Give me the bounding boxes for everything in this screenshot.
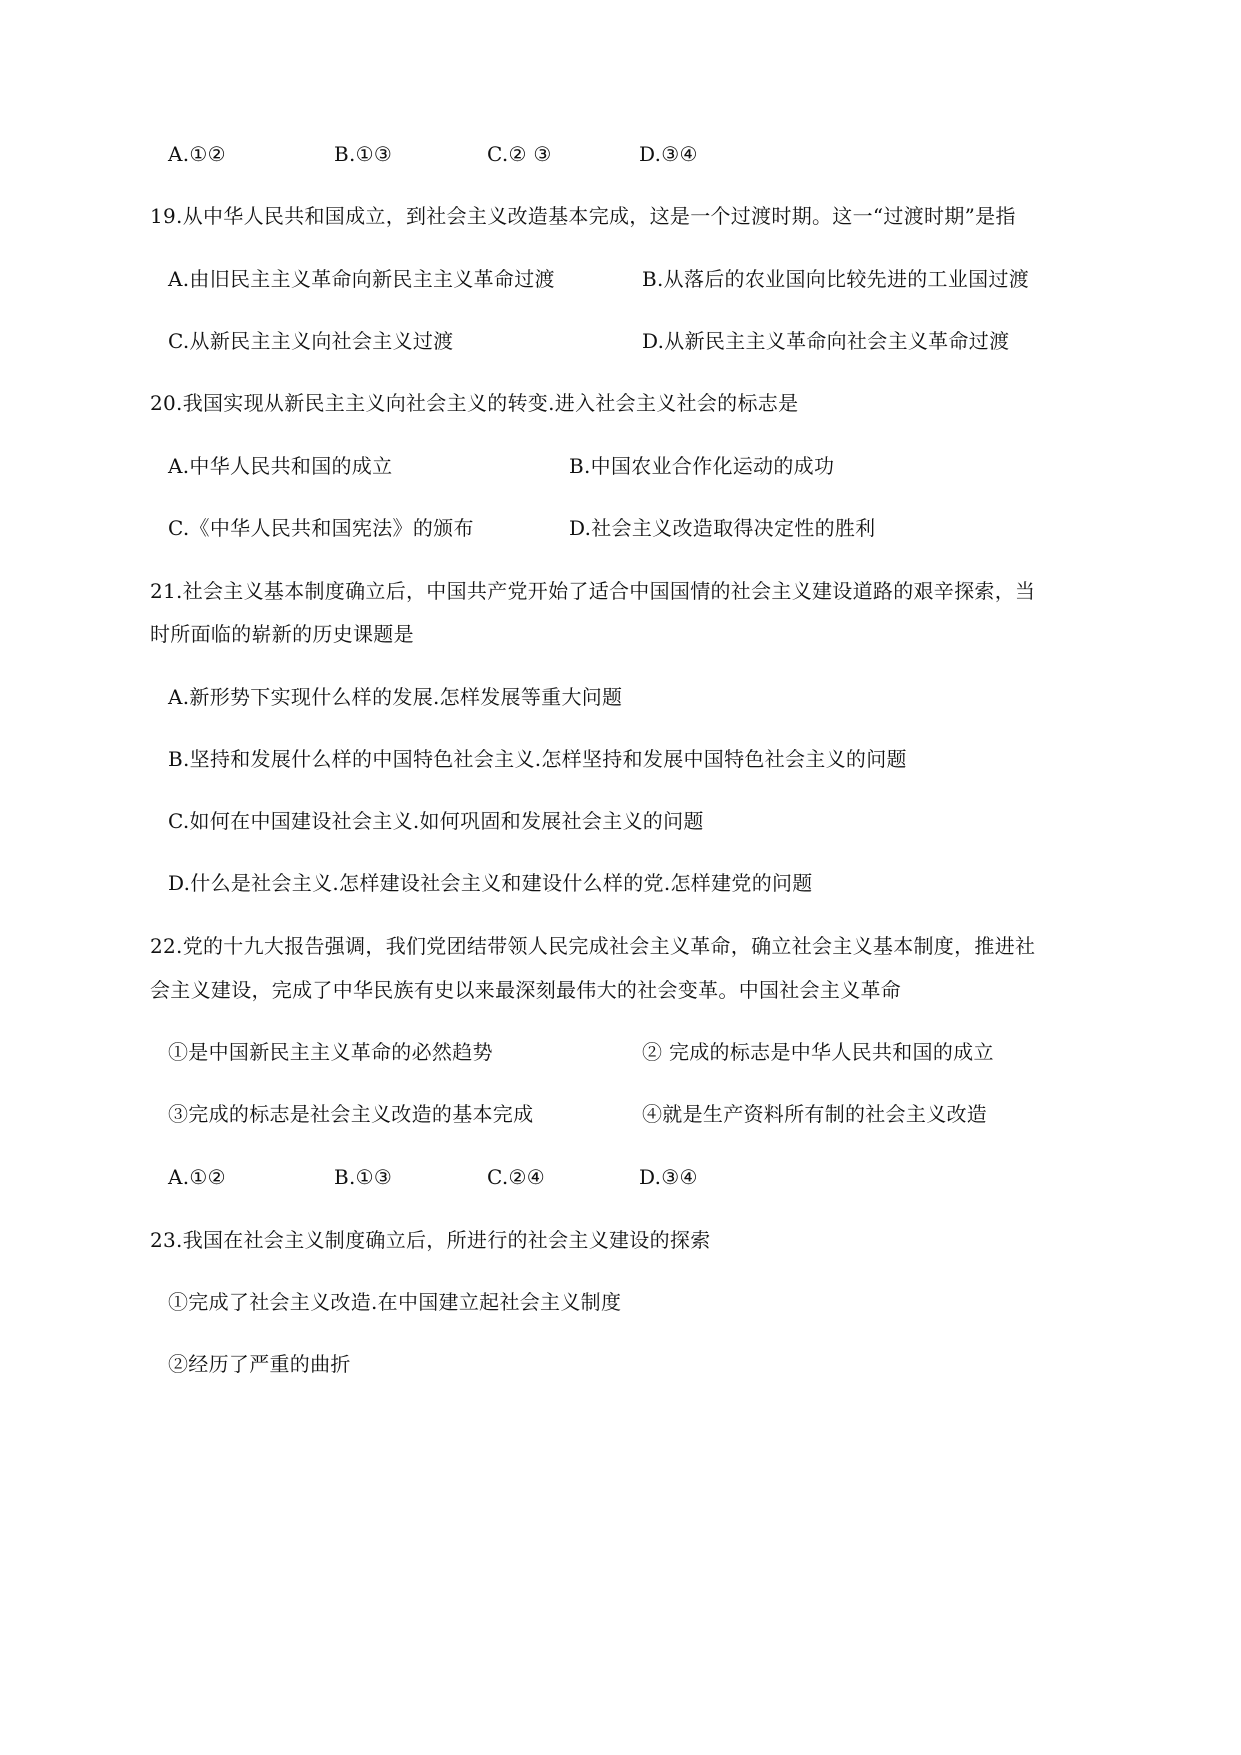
q18-choice-a: A.①② — [168, 142, 226, 166]
q19-option-a: A.由旧民主主义革命向新民主主义革命过渡 — [168, 267, 555, 291]
q21-stem-line2: 时所面临的崭新的历史课题是 — [150, 622, 414, 646]
q21-option-b: B.坚持和发展什么样的中国特色社会主义.怎样坚持和发展中国特色社会主义的问题 — [168, 747, 907, 771]
q20-stem: 20.我国实现从新民主主义向社会主义的转变.进入社会主义社会的标志是 — [150, 391, 799, 415]
q22-choice-c: C.②④ — [487, 1165, 546, 1189]
q18-choice-b: B.①③ — [334, 142, 393, 166]
q22-choice-d: D.③④ — [639, 1165, 698, 1189]
q22-stem-line2: 会主义建设，完成了中华民族有史以来最深刻最伟大的社会变革。中国社会主义革命 — [150, 978, 902, 1002]
q21-option-a: A.新形势下实现什么样的发展.怎样发展等重大问题 — [168, 685, 623, 709]
q21-stem-line1: 21.社会主义基本制度确立后，中国共产党开始了适合中国国情的社会主义建设道路的艰辛探索，当 — [150, 579, 1036, 603]
q21-option-d: D.什么是社会主义.怎样建设社会主义和建设什么样的党.怎样建党的问题 — [168, 871, 813, 895]
q20-option-c: C.《中华人民共和国宪法》的颁布 — [168, 516, 474, 540]
q22-stem-line1: 22.党的十九大报告强调，我们党团结带领人民完成社会主义革命，确立社会主义基本制度，推进社 — [150, 934, 1036, 958]
q23-statement-1: ①完成了社会主义改造.在中国建立起社会主义制度 — [168, 1290, 622, 1314]
q20-option-b: B.中国农业合作化运动的成功 — [569, 454, 835, 478]
q19-option-c: C.从新民主主义向社会主义过渡 — [168, 329, 454, 353]
q21-option-c: C.如何在中国建设社会主义.如何巩固和发展社会主义的问题 — [168, 809, 704, 833]
q22-choice-a: A.①② — [168, 1165, 226, 1189]
q19-stem: 19.从中华人民共和国成立，到社会主义改造基本完成，这是一个过渡时期。这一“过渡时期”是指 — [150, 204, 1016, 228]
q20-option-d: D.社会主义改造取得决定性的胜利 — [569, 516, 876, 540]
q18-choice-d: D.③④ — [639, 142, 698, 166]
q18-choice-c: C.② ③ — [487, 142, 552, 166]
q19-option-b: B.从落后的农业国向比较先进的工业国过渡 — [642, 267, 1030, 291]
q22-statement-4: ④就是生产资料所有制的社会主义改造 — [642, 1102, 988, 1126]
q22-statement-2: ② 完成的标志是中华人民共和国的成立 — [642, 1040, 994, 1064]
q23-statement-2: ②经历了严重的曲折 — [168, 1352, 351, 1376]
q23-stem: 23.我国在社会主义制度确立后，所进行的社会主义建设的探索 — [150, 1228, 711, 1252]
q22-choice-b: B.①③ — [334, 1165, 393, 1189]
q20-option-a: A.中华人民共和国的成立 — [168, 454, 393, 478]
q22-statement-3: ③完成的标志是社会主义改造的基本完成 — [168, 1102, 534, 1126]
q19-option-d: D.从新民主主义革命向社会主义革命过渡 — [642, 329, 1010, 353]
q22-statement-1: ①是中国新民主主义革命的必然趋势 — [168, 1040, 493, 1064]
